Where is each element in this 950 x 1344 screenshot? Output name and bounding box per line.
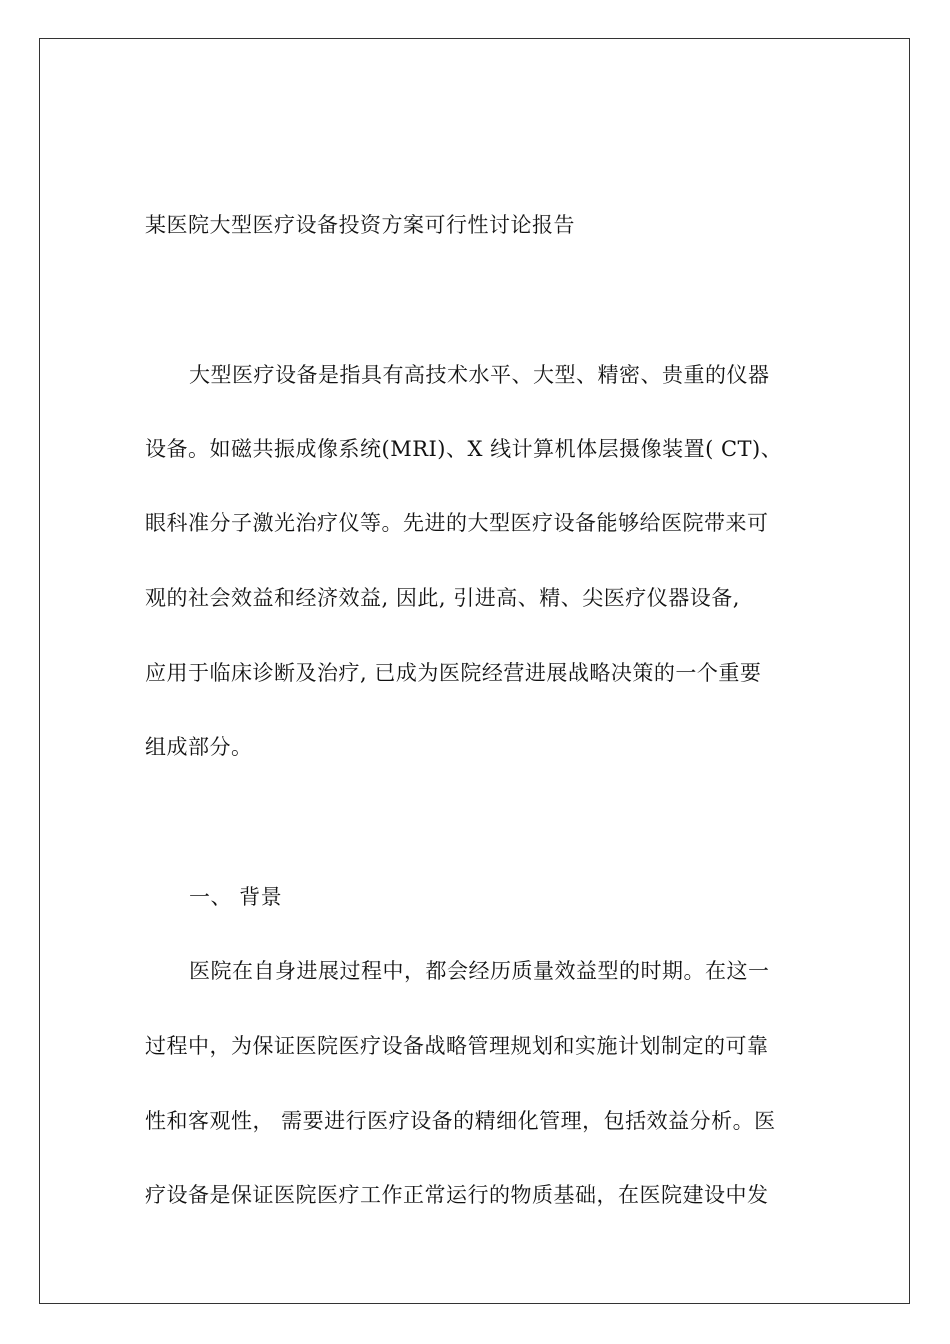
intro-line: 应用于临床诊断及治疗, 已成为医院经营进展战略决策的一个重要 <box>145 661 762 685</box>
background-line: 过程中，为保证医院医疗设备战略管理规划和实施计划制定的可靠 <box>145 1034 769 1058</box>
background-line: 疗设备是保证医院医疗工作正常运行的物质基础，在医院建设中发 <box>145 1183 769 1207</box>
document-title: 某医院大型医疗设备投资方案可行性讨论报告 <box>145 213 575 237</box>
section-heading-background: 一、 背景 <box>189 885 283 909</box>
intro-line: 观的社会效益和经济效益, 因此, 引进高、精、尖医疗仪器设备, <box>145 586 740 610</box>
intro-line: 眼科准分子激光治疗仪等。先进的大型医疗设备能够给医院带来可 <box>145 511 769 535</box>
intro-line: 组成部分。 <box>145 735 253 759</box>
background-line: 医院在自身进展过程中，都会经历质量效益型的时期。在这一 <box>189 959 770 983</box>
background-line: 性和客观性， 需要进行医疗设备的精细化管理，包括效益分析。医 <box>145 1109 776 1133</box>
intro-line: 设备。如磁共振成像系统(MRI)、X 线计算机体层摄像装置( CT)、 <box>145 437 783 461</box>
intro-line: 大型医疗设备是指具有高技术水平、大型、精密、贵重的仪器 <box>189 363 770 387</box>
